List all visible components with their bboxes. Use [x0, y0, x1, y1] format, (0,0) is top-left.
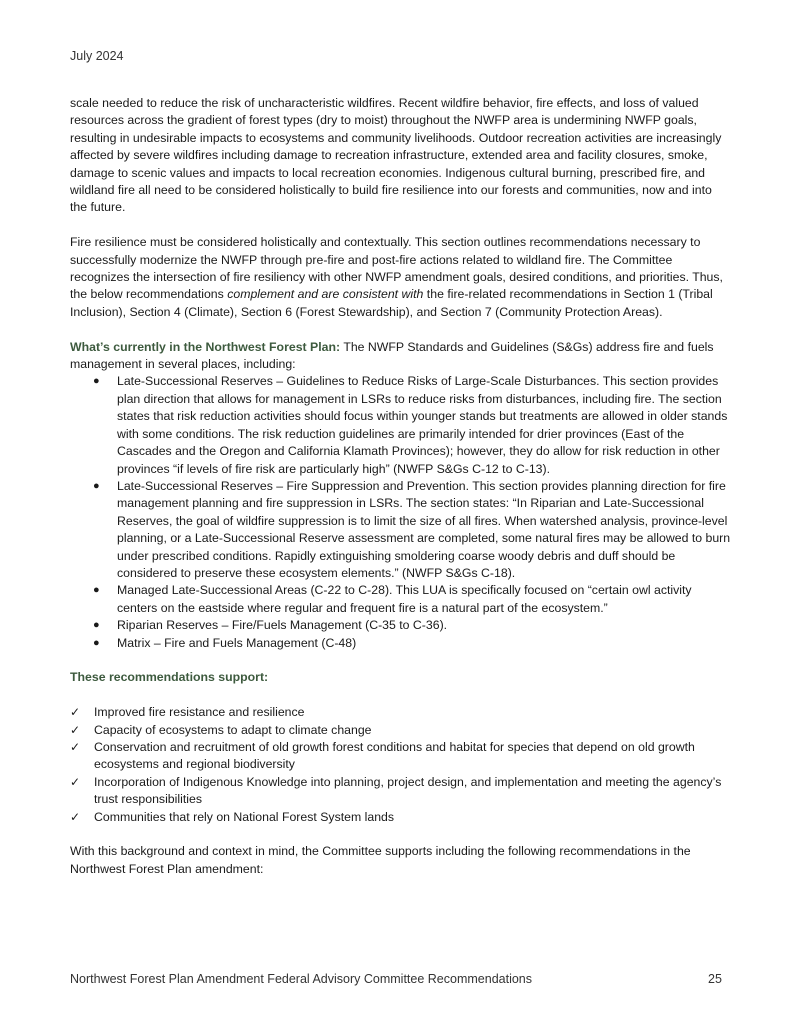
- checkmark-icon: ✓: [70, 739, 81, 754]
- fire-resilience-text-start: Fire resilience must be considered holistically and contextually. This section outlines recommendations necessary to successfully modernize the NWFP through pre-fire and post-fire actions related to wildland fire. The Committee recognizes the intersection of fire resiliency with other NWFP amendment goals, desired conditions, and priorities. Thus, the below recommendations: [70, 235, 723, 302]
- closing-paragraph: With this background and context in mind, the Committee supports including the following recommendations in the Northwest Forest Plan amendment:: [70, 844, 691, 876]
- list-item: [70, 809, 732, 826]
- document-body: [70, 95, 732, 896]
- bullet-icon: ●: [93, 479, 100, 492]
- list-item: [70, 704, 732, 721]
- footer-title: Northwest Forest Plan Amendment Federal Advisory Committee Recommendations: [70, 972, 532, 986]
- page-number: 25: [708, 972, 722, 986]
- list-item: [70, 373, 732, 477]
- list-item-text: Managed Late-Successional Areas (C-22 to C-28). This LUA is specifically focused on “certain owl activity centers on the eastside where regular and frequent fire is a natural part of the ecosystem.”: [117, 583, 692, 615]
- checkmark-icon: ✓: [70, 774, 81, 789]
- checkmark-icon: ✓: [70, 722, 81, 737]
- list-item: [70, 722, 732, 739]
- list-item-text: Late-Successional Reserves – Fire Suppression and Prevention. This section provides planning direction for fire management planning and fire suppression in LSRs. The section states: “In Riparian and Late-Successional Reserves, the goal of wildfire suppression is to limit the size of all fires. When watershed analysis, province-level planning, or a Late-Successional Reserve assessment are completed, some natural fires may be allowed to burn under prescribed conditions. Rapidly extinguishing smoldering coarse woody debris and duff should be considered to preserve these ecosystem elements.” (NWFP S&Gs C-18).: [117, 478, 731, 580]
- bullet-icon: ●: [93, 584, 100, 597]
- list-item: [70, 635, 732, 652]
- bullet-icon: ●: [93, 619, 100, 632]
- list-item-text: Late-Successional Reserves – Guidelines to Reduce Risks of Large-Scale Disturbances. This section provides plan direction that allows for management in LSRs to reduce risks from disturbances, including fire. The section states that risk reduction activities should focus within younger stands but treatments are allowed in older stands with some conditions. The risk reduction guidelines are primarily intended for drier provinces (East of the Cascades and the Oregon and California Klamath Provinces); however, they do allow for risk reduction in other provinces “if levels of fire risk are particularly high” (NWFP S&Gs C-12 to C-13).: [117, 374, 728, 476]
- current-plan-lead: What’s currently in the Northwest Forest Plan:: [70, 339, 341, 354]
- list-item-text: Matrix – Fire and Fuels Management (C-48): [117, 635, 357, 650]
- current-plan-intro: The NWFP Standards and Guidelines (S&Gs) address fire and fuels management in several places, including:: [70, 339, 714, 372]
- current-plan-list: [70, 373, 732, 652]
- fire-resilience-text-end: the fire-related recommendations in Section 1 (Tribal Inclusion), Section 4 (Climate), Section 6 (Forest Stewardship), and Section 7 (Community Protection Areas).: [70, 287, 713, 319]
- support-list: [70, 704, 732, 826]
- list-item-text: Incorporation of Indigenous Knowledge into planning, project design, and implementation and meeting the agency’s trust responsibilities: [94, 774, 722, 807]
- current-plan-paragraph: [70, 339, 732, 374]
- header-date: July 2024: [70, 49, 124, 63]
- list-item-text: Conservation and recruitment of old growth forest conditions and habitat for species that depend on old growth ecosystems and regional biodiversity: [94, 739, 695, 772]
- bullet-icon: ●: [93, 636, 100, 649]
- list-item-text: Improved fire resistance and resilience: [94, 705, 305, 720]
- list-item: [70, 774, 732, 809]
- list-item: [70, 739, 732, 774]
- checkmark-icon: ✓: [70, 705, 81, 720]
- support-heading: These recommendations support:: [70, 670, 269, 685]
- fire-resilience-paragraph: [70, 234, 732, 321]
- list-item: [70, 478, 732, 582]
- list-item-text: Riparian Reserves – Fire/Fuels Management (C-35 to C-36).: [117, 618, 448, 633]
- intro-paragraph: scale needed to reduce the risk of uncharacteristic wildfires. Recent wildfire behavior, fire effects, and loss of valued resources across the gradient of forest types (dry to moist) throughout the NWFP area is undermining NWFP goals, resulting in undesirable impacts to ecosystems and community livelihoods. Outdoor recreation activities are increasingly affected by severe wildfires including damage to recreation infrastructure, extended area and facility closures, smoke, damage to scenic values and impacts to local recreation economies. Indigenous cultural burning, prescribed fire, and wildland fire all need to be considered holistically to build fire resilience into our forests and communities, now and into the future.: [70, 96, 722, 215]
- list-item-text: Communities that rely on National Forest System lands: [94, 809, 395, 824]
- list-item-text: Capacity of ecosystems to adapt to climate change: [94, 722, 372, 737]
- fire-resilience-emphasis: complement and are consistent with: [227, 287, 424, 302]
- checkmark-icon: ✓: [70, 809, 81, 824]
- bullet-icon: ●: [93, 375, 100, 388]
- list-item: [70, 617, 732, 634]
- list-item: [70, 582, 732, 617]
